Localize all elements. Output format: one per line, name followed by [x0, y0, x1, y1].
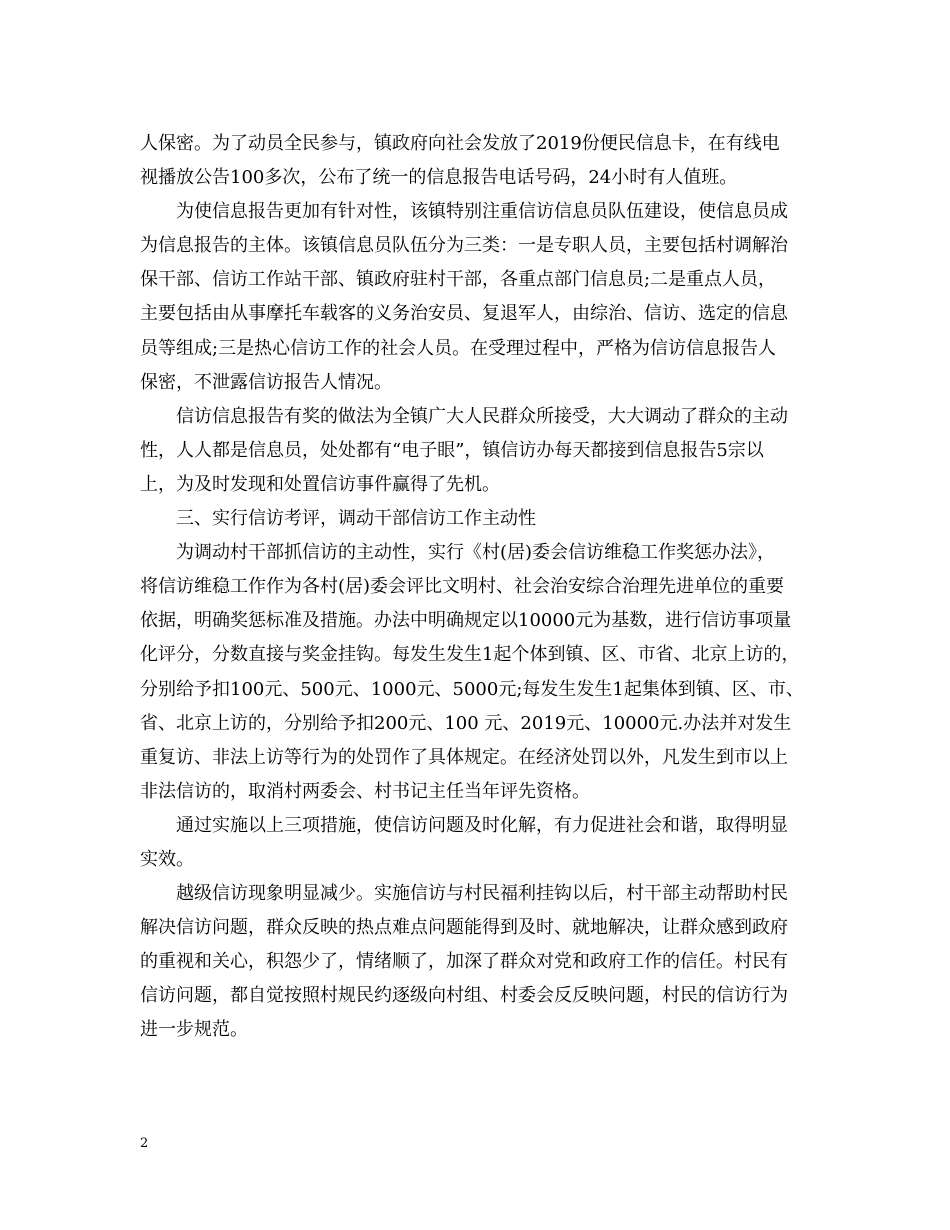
text-line: 视播放公告100多次，公布了统一的信息报告电话号码，24小时有人值班。 [140, 167, 738, 189]
text-line: 进一步规范。 [140, 1019, 248, 1041]
text-line: 为调动村干部抓信访的主动性，实行《村(居)委会信访维稳工作奖惩办法》， [140, 542, 776, 564]
text-line: 上，为及时发现和处置信访事件赢得了先机。 [140, 473, 500, 495]
text-line: 信访问题，都自觉按照村规民约逐级向村组、村委会反反映问题，村民的信访行为 [140, 985, 788, 1007]
page-number: 2 [140, 1136, 149, 1151]
text-line: 保干部、信访工作站干部、镇政府驻村干部，各重点部门信息员;二是重点人员， [140, 269, 777, 291]
text-line: 保密，不泄露信访报告人情况。 [140, 371, 392, 393]
text-line: 将信访维稳工作作为各村(居)委会评比文明村、社会治安综合治理先进单位的重要 [140, 576, 785, 598]
text-line: 重复访、非法上访等行为的处罚作了具体规定。在经济处罚以外，凡发生到市以上 [140, 746, 788, 768]
text-line: 员等组成;三是热心信访工作的社会人员。在受理过程中，严格为信访信息报告人 [140, 337, 777, 359]
text-line: 分别给予扣100元、500元、1000元、5000元;每发生发生1起集体到镇、区、市、 [140, 678, 804, 700]
section-heading: 三、实行信访考评，调动干部信访工作主动性 [140, 508, 536, 530]
body-text [140, 127, 820, 1048]
text-line: 实效。 [140, 848, 194, 870]
text-line: 通过实施以上三项措施，使信访问题及时化解，有力促进社会和谐，取得明显 [140, 814, 788, 836]
text-line: 为信息报告的主体。该镇信息员队伍分为三类：一是专职人员，主要包括村调解治 [140, 235, 788, 257]
text-line: 解决信访问题，群众反映的热点难点问题能得到及时、就地解决，让群众感到政府 [140, 917, 788, 939]
text-line: 省、北京上访的，分别给予扣200元、100 元、2019元、10000元.办法并对发生 [140, 712, 792, 734]
text-line: 化评分，分数直接与奖金挂钩。每发生发生1起个体到镇、区、市省、北京上访的， [140, 644, 800, 666]
text-line: 人保密。为了动员全民参与，镇政府向社会发放了2019份便民信息卡，在有线电 [140, 133, 780, 154]
text-line: 信访信息报告有奖的做法为全镇广大人民群众所接受，大大调动了群众的主动 [140, 405, 788, 427]
text-line: 非法信访的，取消村两委会、村书记主任当年评先资格。 [140, 780, 590, 802]
text-line: 越级信访现象明显减少。实施信访与村民福利挂钩以后，村干部主动帮助村民 [140, 883, 788, 905]
text-line: 依据，明确奖惩标准及措施。办法中明确规定以10000元为基数，进行信访事项量 [140, 610, 792, 632]
text-line: 主要包括由从事摩托车载客的义务治安员、复退军人，由综治、信访、选定的信息 [140, 303, 788, 325]
text-line: 为使信息报告更加有针对性，该镇特别注重信访信息员队伍建设，使信息员成 [140, 201, 788, 223]
text-line: 的重视和关心，积怨少了，情绪顺了，加深了群众对党和政府工作的信任。村民有 [140, 951, 788, 973]
text-line: 性，人人都是信息员，处处都有“电子眼”，镇信访办每天都接到信息报告5宗以 [140, 439, 764, 461]
